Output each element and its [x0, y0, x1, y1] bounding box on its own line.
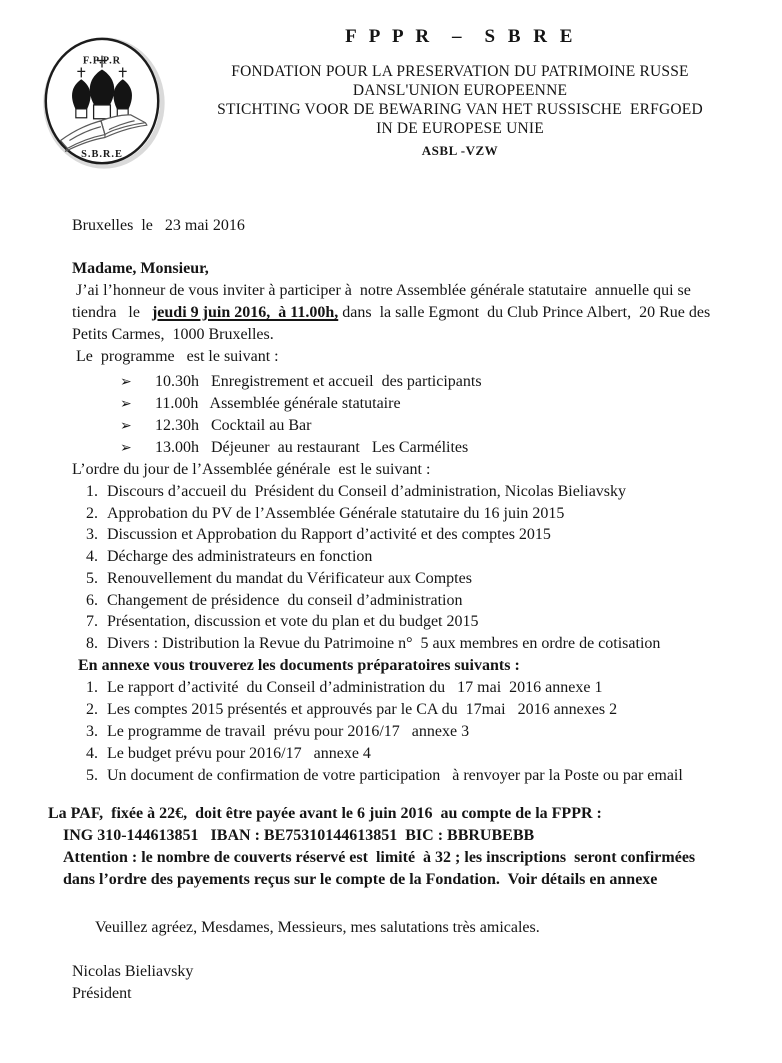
agenda-label: L’ordre du jour de l’Assemblée générale est le suivant : — [72, 461, 431, 478]
programme-item-text: 10.30h Enregistrement et accueil des participants — [155, 373, 482, 390]
programme-item-text: 13.00h Déjeuner au restaurant Les Carmélites — [155, 439, 469, 456]
intro-text-before: J’ai l’honneur de vous inviter à participer à notre Assemblée générale statutaire annuelle qui se tiendra le — [72, 282, 695, 321]
signature-block — [72, 961, 722, 1005]
arrow-bullet-icon: ➢ — [120, 418, 132, 434]
annexe-item — [72, 765, 722, 787]
agenda-item — [72, 546, 722, 568]
intro-paragraph — [72, 280, 722, 346]
logo-bottom-label: S.B.R.E — [81, 149, 123, 161]
annexe-item-text: Le budget prévu pour 2016/17 annexe 4 — [107, 744, 371, 762]
signature-name: Nicolas Bieliavsky — [72, 962, 194, 980]
agenda-item-text: Discours d’accueil du Président du Conseil d’administration, Nicolas Bieliavsky — [107, 483, 627, 500]
closing-line: Veuillez agréez, Mesdames, Messieurs, mes salutations très amicales. — [95, 918, 540, 936]
org-subtitle-line-nl-1: STICHTING VOOR DE BEWARING VAN HET RUSSISCHE ERFGOED — [217, 101, 703, 118]
agenda-item — [72, 611, 722, 633]
org-subtitle-line-fr-1: FONDATION POUR LA PRESERVATION DU PATRIMOINE RUSSE — [231, 63, 689, 80]
intro-text-after: dans la salle Egmont du Club Prince Albert, 20 Rue des Petits Carmes, 1000 Bruxelles. — [72, 304, 715, 343]
agenda-item-text: Présentation, discussion et vote du plan et du budget 2015 — [107, 613, 479, 631]
annexe-item — [72, 743, 722, 765]
agenda-item-text: Discussion et Approbation du Rapport d’activité et des comptes 2015 — [107, 526, 551, 544]
payment-line: dans l’ordre des payements reçus sur le compte de la Fondation. Voir détails en annexe — [63, 870, 658, 888]
payment-notice — [48, 803, 722, 891]
agenda-item-text: Décharge des administrateurs en fonction — [107, 548, 373, 566]
salutation: Madame, Monsieur, — [72, 260, 209, 277]
programme-label: Le programme est le suivant : — [72, 348, 279, 365]
payment-line: Attention : le nombre de couverts réservé est limité à 32 ; les inscriptions seront confirmées — [63, 848, 696, 866]
payment-line: La PAF, fixée à 22€, doit être payée avant le 6 juin 2016 au compte de la FPPR : — [48, 804, 602, 822]
arrow-bullet-icon: ➢ — [120, 374, 132, 390]
annexe-item — [72, 721, 722, 743]
dateline: Bruxelles le 23 mai 2016 — [72, 217, 245, 234]
agenda-item-text: Divers : Distribution la Revue du Patrimoine n° 5 aux membres en ordre de cotisation — [107, 634, 661, 652]
agenda-item-text: Changement de présidence du conseil d’administration — [107, 591, 463, 609]
org-subtitle-line-fr-2: DANSL'UNION EUROPEENNE — [352, 82, 568, 99]
org-title: F P P R – S B R E — [345, 26, 575, 47]
programme-item — [120, 393, 722, 415]
agenda-item — [72, 524, 722, 546]
agenda-item — [72, 590, 722, 612]
annexe-item-text: Les comptes 2015 présentés et approuvés par le CA du 17mai 2016 annexes 2 — [107, 700, 618, 718]
org-legal-form: ASBL -VZW — [421, 143, 499, 158]
agenda-item — [72, 633, 722, 655]
programme-item — [120, 415, 722, 437]
letterhead — [150, 26, 770, 162]
programme-item-text: 11.00h Assemblée générale statutaire — [155, 395, 401, 412]
annexe-item — [72, 699, 722, 721]
annexe-item-text: Un document de confirmation de votre participation à renvoyer par la Poste ou par email — [107, 766, 683, 784]
programme-item-text: 12.30h Cocktail au Bar — [155, 417, 312, 434]
agenda-list — [72, 481, 722, 655]
arrow-bullet-icon: ➢ — [120, 440, 132, 456]
org-subtitle-line-nl-2: IN DE EUROPESE UNIE — [376, 120, 544, 137]
payment-line: ING 310-144613851 IBAN : BE75310144613851 BIC : BBRUBEBB — [63, 826, 535, 844]
annexe-item — [72, 677, 722, 699]
agenda-item-text: Renouvellement du mandat du Vérificateur aux Comptes — [107, 569, 472, 587]
agenda-item-text: Approbation du PV de l’Assemblée Générale statutaire du 16 juin 2015 — [107, 504, 565, 522]
letter-body — [48, 215, 722, 1005]
signature-role: Président — [72, 984, 132, 1002]
logo-top-label: F.P.P.R — [82, 55, 122, 67]
agenda-item — [72, 503, 722, 525]
programme-list — [72, 371, 722, 459]
agenda-item — [72, 568, 722, 590]
arrow-bullet-icon: ➢ — [120, 396, 132, 412]
annexe-item-text: Le programme de travail prévu pour 2016/17 annexe 3 — [107, 722, 470, 740]
annexes-list — [72, 677, 722, 787]
annexes-label: En annexe vous trouverez les documents préparatoires suivants : — [78, 656, 520, 674]
programme-item — [120, 371, 722, 393]
annexe-item-text: Le rapport d’activité du Conseil d’administration du 17 mai 2016 annexe 1 — [107, 678, 603, 696]
programme-item — [120, 437, 722, 459]
agenda-item — [72, 481, 722, 503]
meeting-date-highlight: jeudi 9 juin 2016, à 11.00h, — [151, 304, 339, 321]
